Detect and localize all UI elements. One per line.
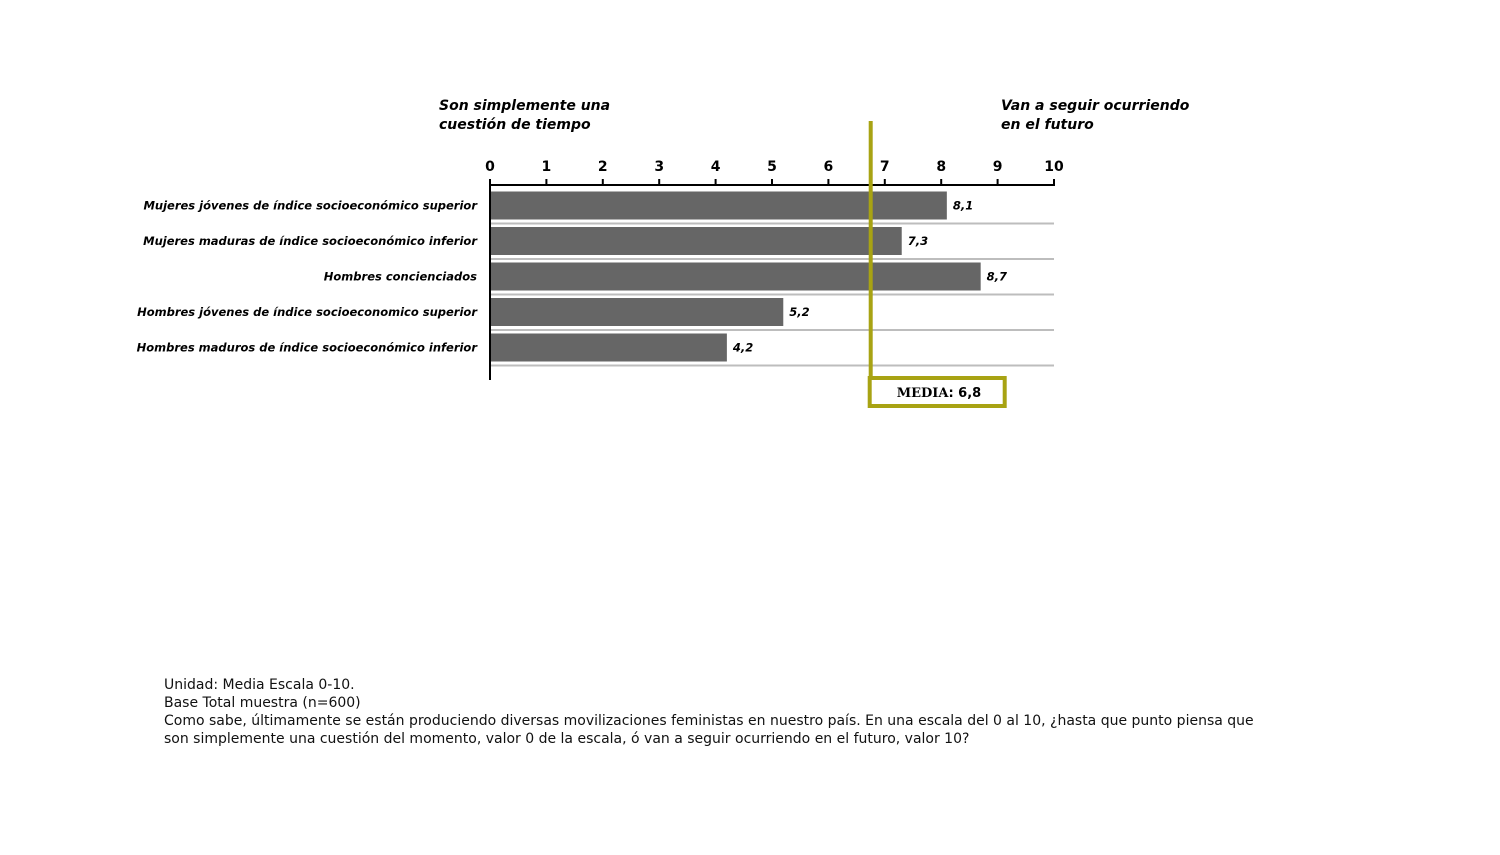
tick-label: 4 [710, 159, 721, 175]
tick-label: 3 [654, 159, 665, 175]
bar [490, 298, 783, 326]
tick-label: 9 [992, 159, 1003, 175]
tick-label: 7 [879, 159, 890, 175]
category-label: Mujeres maduras de índice socioeconómico inferior [143, 234, 477, 248]
right-axis-label [1001, 98, 1194, 133]
tick-label: 5 [767, 159, 777, 175]
bar [490, 263, 981, 291]
bar [490, 334, 727, 362]
left-axis-label-line-1: Son simplemente una [439, 98, 611, 114]
data-label: 4,2 [732, 340, 754, 355]
left-axis-label [439, 98, 615, 133]
tick-label: 6 [823, 159, 834, 175]
category-label: Mujeres jóvenes de índice socioeconómico superior [143, 198, 477, 213]
mean-label [897, 386, 982, 401]
note-base: Base Total muestra (n=600) [164, 695, 361, 711]
left-axis-label-line-2: cuestión de tiempo [439, 117, 591, 133]
data-label: 7,3 [907, 234, 929, 248]
bar [490, 227, 902, 255]
tick-label: 8 [936, 159, 947, 175]
note-question: Como sabe, últimamente se están produciendo diversas movilizaciones feministas en nuestro país. En una escala del 0 al 10, ¿hasta que punto piensa que son simplemente una cuestión del momento, valor 0 de la escala, ó van a seguir ocurriendo en el futuro, valor 10? [164, 713, 1254, 747]
tick-label: 1 [541, 159, 552, 175]
data-label: 8,7 [986, 269, 1008, 284]
tick-label: 2 [597, 159, 608, 175]
data-label: 5,2 [789, 305, 810, 319]
data-label: 8,1 [952, 198, 974, 213]
right-axis-label-line-1: Van a seguir ocurriendo [1001, 98, 1190, 114]
bar [490, 192, 947, 220]
category-label: Hombres concienciados [323, 269, 477, 284]
chart-notes [164, 676, 1264, 748]
tick-label: 10 [1044, 159, 1064, 175]
category-label: Hombres jóvenes de índice socioeconomico superior [137, 305, 477, 319]
right-axis-label-line-2: en el futuro [1001, 117, 1094, 133]
mean-value-text: : 6,8 [948, 386, 982, 401]
plot-area [137, 121, 1064, 406]
note-unit: Unidad: Media Escala 0-10. [164, 677, 355, 693]
tick-label: 0 [485, 159, 495, 175]
mean-label-text: MEDIA [896, 386, 949, 401]
category-label: Hombres maduros de índice socioeconómico inferior [136, 340, 477, 355]
